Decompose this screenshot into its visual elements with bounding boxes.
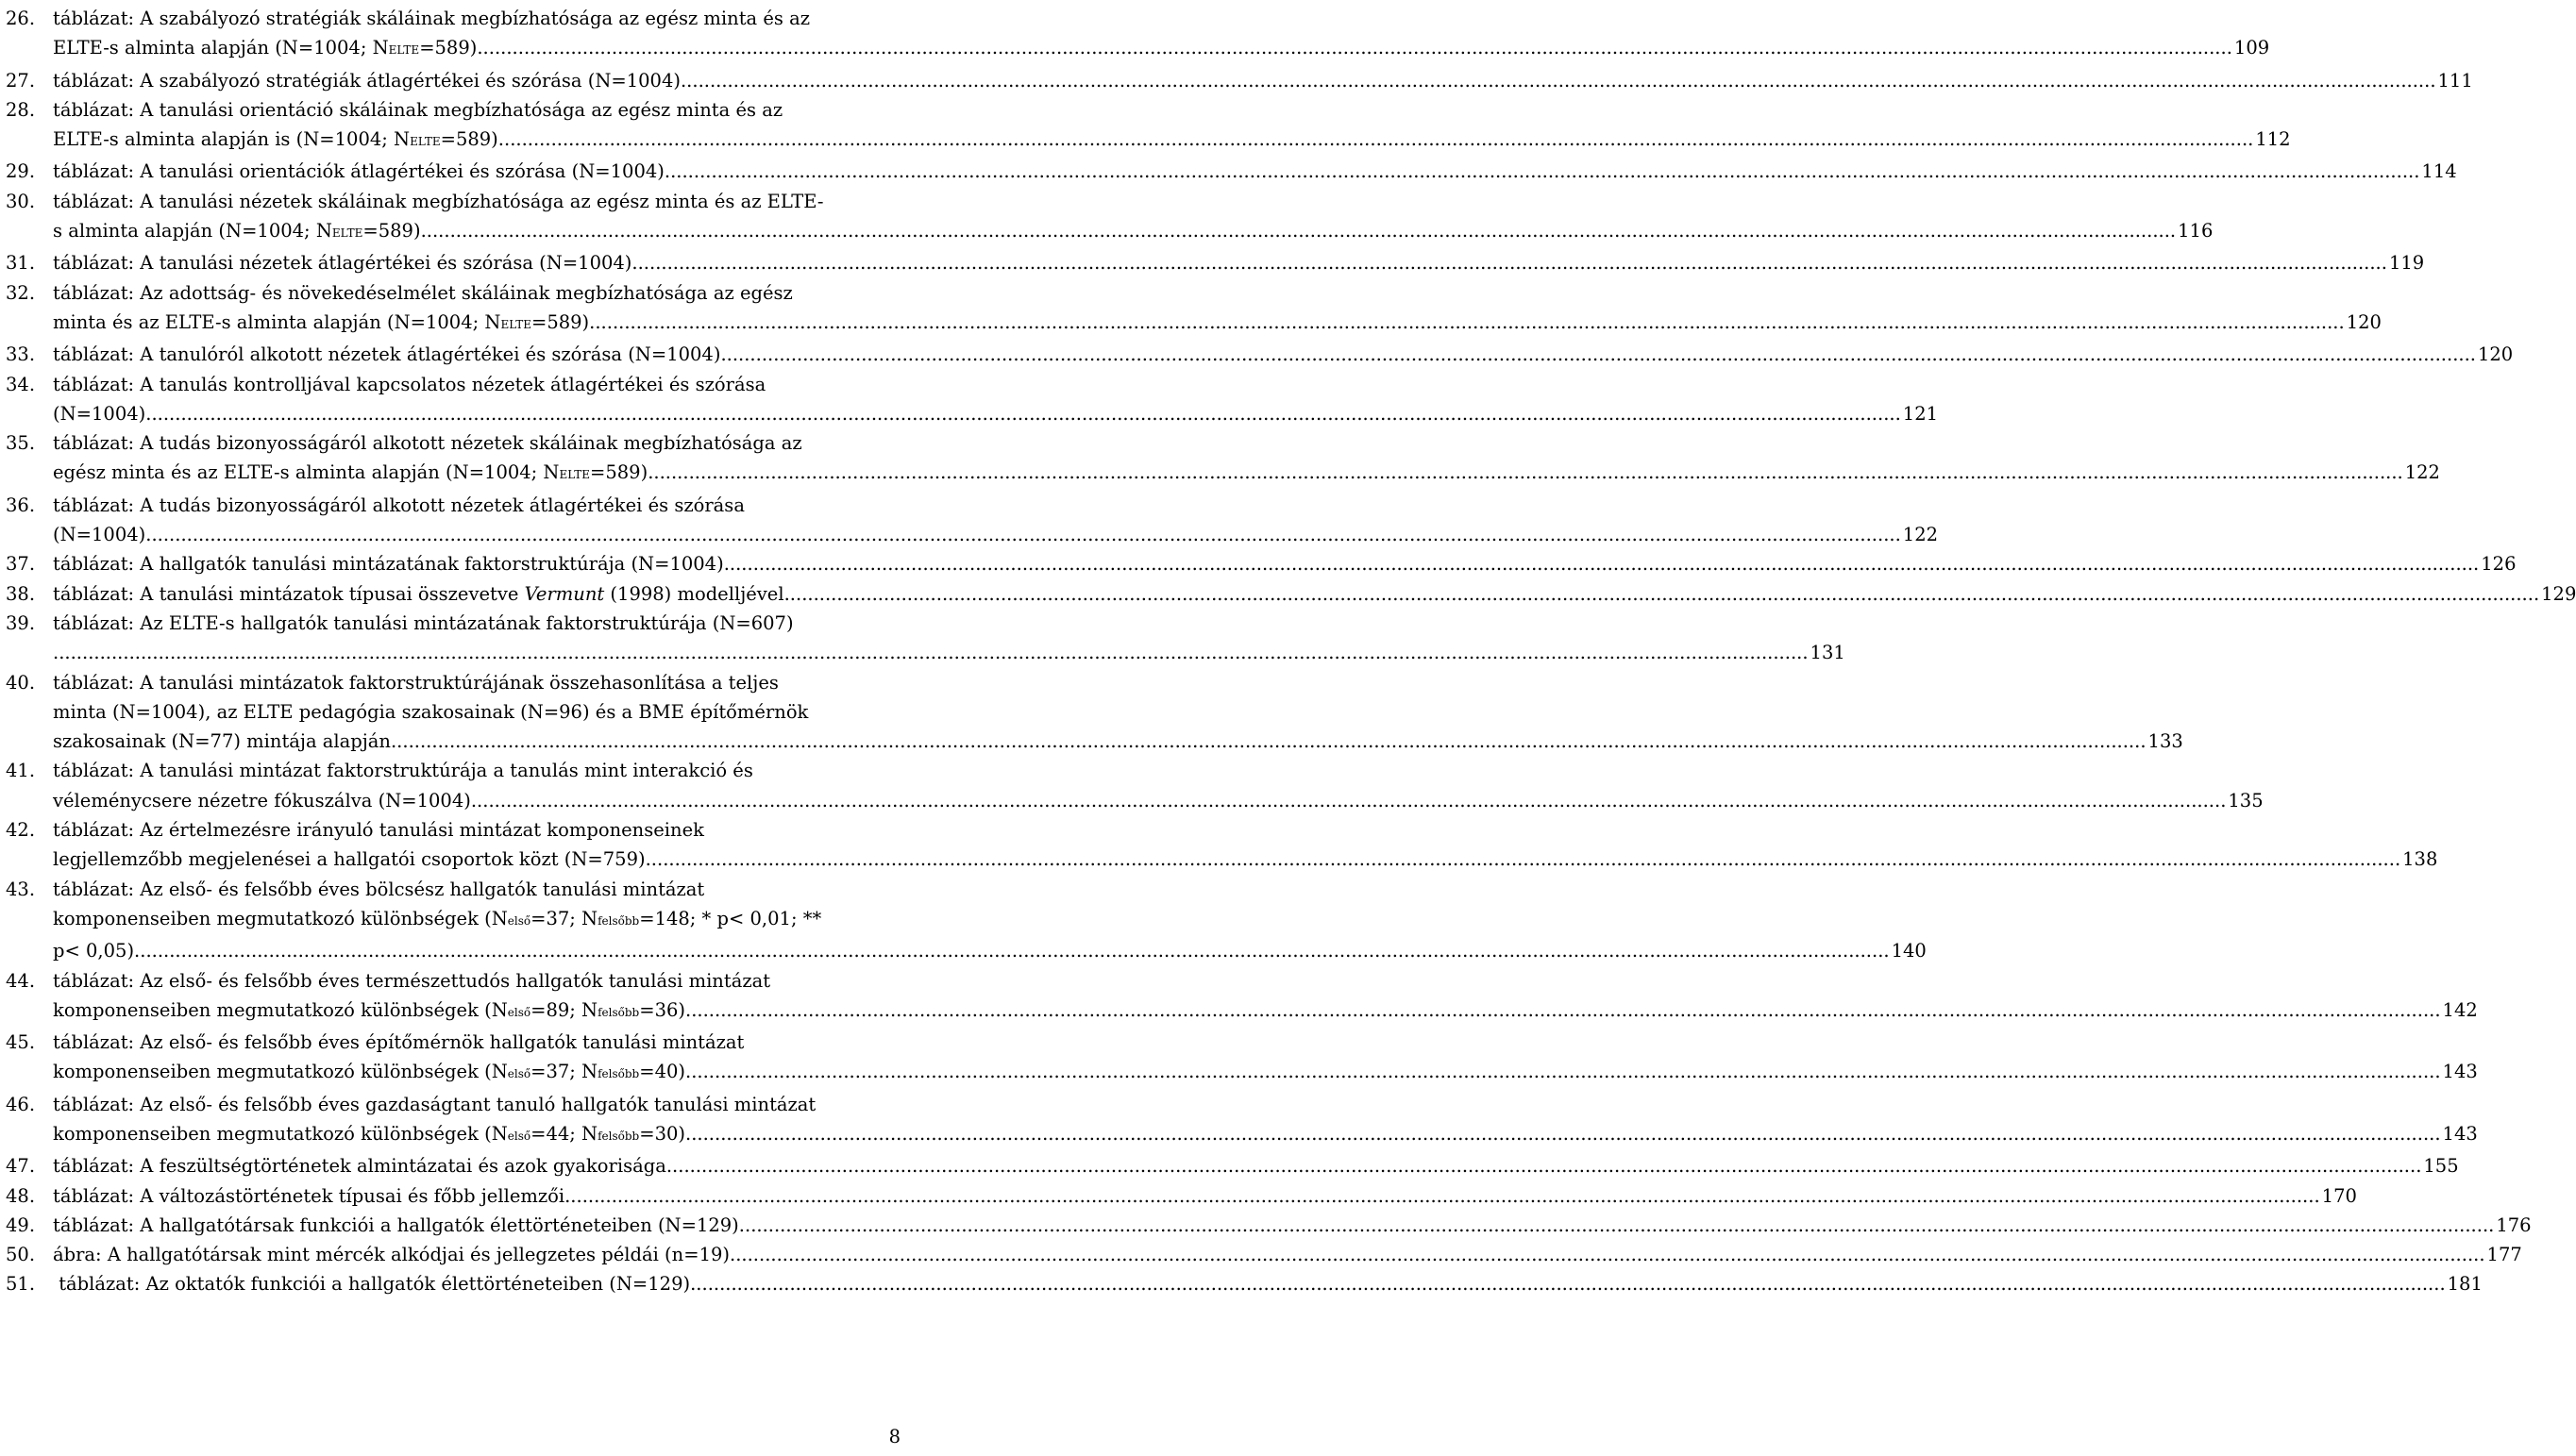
subscript-text: felsőbb <box>598 1005 640 1019</box>
dot-leader: ............................................................................................................................................................................................................................................................................................................ <box>645 848 2401 871</box>
dot-leader: ............................................................................................................................................................................................................................................................................................................ <box>390 730 2147 753</box>
entry-text: táblázat: A tanulási mintázat faktorstruktúrája a tanulás mint interakció és <box>53 760 753 782</box>
entry-text: táblázat: Az első- és felsőbb éves bölcsész hallgatók tanulási mintázat <box>53 878 705 900</box>
entry-title-line <box>53 668 2183 697</box>
entry-number: 28. <box>6 98 36 121</box>
entry-text: táblázat: A tanulási nézetek átlagértékei és szórása (N=1004) <box>53 252 632 275</box>
entry-page-number: 135 <box>2228 789 2264 812</box>
entry-text: =589) <box>362 220 421 243</box>
entry-text: =37; N <box>530 907 598 929</box>
entry-text: táblázat: A tudás bizonyosságáról alkotott nézetek skáláinak megbízhatósága az <box>53 432 802 455</box>
entry-text: táblázat: Az ELTE-s hallgatók tanulási mintázatának faktorstruktúrája (N=607) <box>53 611 794 634</box>
entry-title-line <box>53 1269 2483 1298</box>
entry-text: táblázat: A tanulás kontrolljával kapcsolatos nézetek átlagértékei és szórása <box>53 373 766 395</box>
entry-number: 46. <box>6 1093 36 1115</box>
dot-leader: ............................................................................................................................................................................................................................................................................................................ <box>470 789 2227 812</box>
entry-title-line <box>53 1028 2478 1057</box>
subscript-text: felsőbb <box>598 913 640 928</box>
entry-text: =148; * p< 0,01; ** <box>639 907 822 929</box>
toc-entry <box>6 491 1939 550</box>
entry-title-line <box>53 966 2478 996</box>
toc-entry <box>6 428 2440 491</box>
entry-number: 47. <box>6 1155 36 1178</box>
dot-leader: ............................................................................................................................................................................................................................................................................................................ <box>497 128 2254 151</box>
entry-page-number: 121 <box>1902 402 1939 425</box>
toc-entry <box>6 1181 2357 1211</box>
toc-entry <box>6 248 2425 277</box>
entry-text: komponenseiben megmutatkozó különbségek (N <box>53 1122 508 1145</box>
entry-number: 32. <box>6 281 36 304</box>
entry-title-line <box>53 1240 2522 1269</box>
dot-leader: ............................................................................................................................................................................................................................................................................................................ <box>134 940 1890 962</box>
entry-text: legjellemzőbb megjelenései a hallgatói csoportok közt (N=759) <box>53 848 646 871</box>
dot-leader: ............................................................................................................................................................................................................................................................................................................ <box>664 160 2420 183</box>
toc-entry <box>6 157 2457 186</box>
entry-title <box>53 278 2382 341</box>
entry-page-number: 140 <box>1891 940 1927 962</box>
entry-number: 45. <box>6 1031 36 1054</box>
entry-title-line <box>53 370 1938 399</box>
entry-page-number: 138 <box>2402 848 2438 871</box>
toc-entry <box>6 278 2382 341</box>
dot-leader: ............................................................................................................................................................................................................................................................................................................ <box>564 1184 2320 1207</box>
entry-title <box>53 157 2457 186</box>
entry-page-number: 122 <box>2404 461 2440 484</box>
entry-title <box>53 66 2473 95</box>
entry-number: 30. <box>6 190 36 212</box>
entry-title-line <box>53 491 1938 520</box>
entry-title-line <box>53 996 2478 1028</box>
entry-page-number: 120 <box>2346 310 2382 333</box>
entry-page-number: 181 <box>2447 1273 2483 1296</box>
entry-title-line <box>53 157 2457 186</box>
entry-text: ELTE-s alminta alapján is (N=1004; N <box>53 128 411 151</box>
entry-title-line <box>53 1090 2478 1119</box>
entry-title <box>53 1240 2522 1269</box>
entry-page-number: 155 <box>2423 1155 2459 1178</box>
entry-title-line <box>53 340 2513 369</box>
entry-text: táblázat: A tanulóról alkotott nézetek átlagértékei és szórása (N=1004) <box>53 343 721 366</box>
entry-text: =589) <box>440 128 498 151</box>
entry-title-line <box>53 756 2264 785</box>
entry-text: ELTE-s alminta alapján (N=1004; N <box>53 37 389 59</box>
dot-leader: ............................................................................................................................................................................................................................................................................................................ <box>53 642 1809 664</box>
entry-number: 51. <box>6 1273 36 1296</box>
entry-number: 44. <box>6 969 36 992</box>
entry-number: 33. <box>6 343 36 366</box>
dot-leader: ............................................................................................................................................................................................................................................................................................................ <box>631 252 2387 275</box>
entry-text: minta (N=1004), az ELTE pedagógia szakosainak (N=96) és a BME építőmérnök <box>53 700 809 723</box>
entry-text: táblázat: Az első- és felsőbb éves gazdaságtant tanuló hallgatók tanulási mintázat <box>53 1093 817 1115</box>
toc-entry <box>6 340 2514 369</box>
entry-title-line <box>53 815 2437 845</box>
entry-title <box>53 340 2513 369</box>
entry-number: 29. <box>6 160 36 183</box>
entry-title-line <box>53 1181 2357 1211</box>
entry-page-number: 176 <box>2496 1213 2532 1236</box>
entry-title-line <box>53 33 2269 65</box>
entry-title <box>53 428 2440 491</box>
entry-text: véleménycsere nézetre fókuszálva (N=1004) <box>53 789 471 812</box>
entry-text: =589) <box>590 461 648 484</box>
entry-text: (N=1004) <box>53 402 146 425</box>
entry-title-line <box>53 428 2440 458</box>
toc-entry <box>6 4 2270 66</box>
dot-leader: ............................................................................................................................................................................................................................................................................................................ <box>730 1244 2485 1266</box>
subscript-text: első <box>507 1067 531 1081</box>
entry-number: 50. <box>6 1244 36 1266</box>
dot-leader: ............................................................................................................................................................................................................................................................................................................ <box>723 553 2480 576</box>
dot-leader: ............................................................................................................................................................................................................................................................................................................ <box>685 1061 2441 1083</box>
dot-leader: ............................................................................................................................................................................................................................................................................................................ <box>145 402 1901 425</box>
entry-title-line <box>53 609 1845 638</box>
entry-text: ábra: A hallgatótársak mint mércék alkódjai és jellegzetes példái (n=19) <box>53 1244 730 1266</box>
entry-title-line <box>53 458 2440 490</box>
entry-text: táblázat: A hallgatótársak funkciói a hallgatók élettörténeteiben (N=129) <box>53 1213 739 1236</box>
entry-title-line <box>53 308 2382 340</box>
entry-number: 27. <box>6 69 36 92</box>
entry-title <box>53 1181 2357 1211</box>
subscript-text: felsőbb <box>598 1067 640 1081</box>
subscript-text: első <box>507 1129 531 1143</box>
entry-page-number: 122 <box>1902 524 1939 546</box>
entry-text: szakosainak (N=77) mintája alapján <box>53 730 391 753</box>
entry-title <box>53 370 1938 429</box>
entry-number: 31. <box>6 252 36 275</box>
subscript-text: első <box>507 1005 531 1019</box>
entry-text: komponenseiben megmutatkozó különbségek (N <box>53 998 508 1021</box>
entry-text: komponenseiben megmutatkozó különbségek (N <box>53 1061 508 1083</box>
subscript-text: felsőbb <box>598 1129 640 1143</box>
entry-number: 38. <box>6 582 36 605</box>
entry-text: (N=1004) <box>53 524 146 546</box>
entry-text: =589) <box>530 310 590 333</box>
entry-text: táblázat: Az értelmezésre irányuló tanulási mintázat komponenseinek <box>53 819 704 842</box>
entry-page-number: 143 <box>2442 1061 2478 1083</box>
toc-entry <box>6 875 1927 966</box>
entry-title-line <box>53 4 2269 33</box>
entry-title-line <box>53 95 2291 125</box>
toc-entry <box>6 95 2291 158</box>
entry-page-number: 119 <box>2388 252 2425 275</box>
entry-title-line <box>53 1057 2478 1089</box>
entry-title-line <box>53 125 2291 157</box>
entry-text: =44; N <box>530 1122 598 1145</box>
entry-title-line <box>53 278 2382 308</box>
entry-text: táblázat: A változástörténetek típusai és főbb jellemzői <box>53 1184 565 1207</box>
entry-text: =36) <box>639 998 685 1021</box>
entry-text: táblázat: A tanulási orientációk átlagértékei és szórása (N=1004) <box>53 160 665 183</box>
entry-text: (1998) modelljével <box>604 582 784 605</box>
dot-leader: ............................................................................................................................................................................................................................................................................................................ <box>680 69 2436 92</box>
entry-text: táblázat: A feszültségtörténetek almintázatai és azok gyakorisága <box>53 1155 666 1178</box>
entry-title <box>53 549 2516 578</box>
entry-page-number: 120 <box>2477 343 2514 366</box>
subscript-text: ELTE <box>500 317 531 331</box>
entry-text: =30) <box>639 1122 685 1145</box>
toc-entry <box>6 1211 2532 1240</box>
entry-title-line <box>53 399 1938 428</box>
toc-entry <box>6 668 2183 757</box>
dot-leader: ............................................................................................................................................................................................................................................................................................................ <box>420 220 2177 243</box>
entry-title <box>53 756 2264 815</box>
entry-page-number: 131 <box>1810 642 1845 664</box>
entry-title <box>53 609 1845 668</box>
dot-leader: ............................................................................................................................................................................................................................................................................................................ <box>690 1273 2446 1296</box>
entry-number: 39. <box>6 611 36 634</box>
entry-number: 36. <box>6 494 36 516</box>
entry-page-number: 177 <box>2486 1244 2522 1266</box>
entry-number: 42. <box>6 819 36 842</box>
entry-number: 40. <box>6 671 36 694</box>
dot-leader: ............................................................................................................................................................................................................................................................................................................ <box>589 310 2345 333</box>
entry-text: komponenseiben megmutatkozó különbségek (N <box>53 907 508 929</box>
entry-title-line <box>53 1151 2459 1180</box>
entry-title <box>53 668 2183 757</box>
entry-number: 43. <box>6 878 36 900</box>
toc-entry <box>6 966 2478 1029</box>
entry-title-line <box>53 187 2213 216</box>
subscript-text: első <box>507 913 531 928</box>
entry-title <box>53 1028 2478 1090</box>
entry-page-number: 170 <box>2321 1184 2357 1207</box>
entry-text: =40) <box>639 1061 685 1083</box>
entry-page-number: 114 <box>2421 160 2457 183</box>
entry-title-line <box>53 520 1938 549</box>
entry-title-line <box>53 1211 2532 1240</box>
entry-title-line <box>53 875 1927 904</box>
entry-title <box>53 248 2424 277</box>
entry-number: 41. <box>6 760 36 782</box>
entry-text: =589) <box>419 37 478 59</box>
entry-text: táblázat: A tanulási nézetek skáláinak megbízhatósága az egész minta és az ELTE- <box>53 190 824 212</box>
entry-text: táblázat: Az első- és felsőbb éves természettudós hallgatók tanulási mintázat <box>53 969 771 992</box>
entry-title <box>53 579 2576 609</box>
entry-title-line <box>53 904 1927 936</box>
toc-entry <box>6 1240 2522 1269</box>
entry-text: =37; N <box>530 1061 598 1083</box>
entry-title <box>53 1269 2483 1298</box>
entry-title <box>53 1090 2478 1152</box>
entry-page-number: 143 <box>2442 1122 2478 1145</box>
entry-title <box>53 187 2213 249</box>
page-number: 8 <box>888 1426 901 1448</box>
toc-entry <box>6 1269 2483 1298</box>
entry-title <box>53 966 2478 1029</box>
italic-text: Vermunt <box>524 582 605 605</box>
entry-title-line <box>53 248 2424 277</box>
entry-title <box>53 4 2269 66</box>
entry-text: táblázat: A szabályozó stratégiák átlagértékei és szórása (N=1004) <box>53 69 681 92</box>
toc-entry <box>6 1090 2478 1152</box>
entry-text: =89; N <box>530 998 598 1021</box>
entry-number: 48. <box>6 1184 36 1207</box>
entry-text: táblázat: A szabályozó stratégiák skáláinak megbízhatósága az egész minta és az <box>53 8 811 29</box>
entry-title <box>53 875 1927 966</box>
entry-text: táblázat: A hallgatók tanulási mintázatának faktorstruktúrája (N=1004) <box>53 553 724 576</box>
entry-page-number: 109 <box>2233 37 2270 59</box>
entry-text: táblázat: A tanulási mintázatok típusai összevetve <box>53 582 525 605</box>
toc-entry <box>6 187 2214 249</box>
entry-title-line <box>53 1119 2478 1151</box>
entry-title <box>53 491 1938 550</box>
entry-title-line <box>53 845 2437 874</box>
dot-leader: ............................................................................................................................................................................................................................................................................................................ <box>738 1213 2495 1236</box>
entry-page-number: 112 <box>2255 128 2291 151</box>
entry-title-line <box>53 727 2183 756</box>
dot-leader: ............................................................................................................................................................................................................................................................................................................ <box>477 37 2232 59</box>
dot-leader: ............................................................................................................................................................................................................................................................................................................ <box>648 461 2403 484</box>
entry-title-line <box>53 66 2473 95</box>
entry-page-number: 126 <box>2481 553 2517 576</box>
entry-title-line <box>53 579 2576 609</box>
entry-title <box>53 95 2291 158</box>
toc-entry <box>6 579 2576 609</box>
entry-title-line <box>53 216 2213 248</box>
entry-number: 35. <box>6 432 36 455</box>
toc-entry <box>6 549 2517 578</box>
toc-entry <box>6 1028 2478 1090</box>
entry-title-line <box>53 936 1927 965</box>
toc-entry <box>6 609 1845 668</box>
dot-leader: ............................................................................................................................................................................................................................................................................................................ <box>783 582 2540 605</box>
entry-page-number: 116 <box>2178 220 2214 243</box>
entry-page-number: 129 <box>2541 582 2576 605</box>
dot-leader: ............................................................................................................................................................................................................................................................................................................ <box>685 998 2441 1021</box>
toc-entry <box>6 815 2438 875</box>
entry-text: minta és az ELTE-s alminta alapján (N=1004; N <box>53 310 501 333</box>
toc-entry <box>6 370 1939 429</box>
entry-page-number: 142 <box>2442 998 2478 1021</box>
toc-entry <box>6 66 2473 95</box>
entry-number: 26. <box>6 8 36 29</box>
entry-title-line <box>53 697 2183 727</box>
dot-leader: ............................................................................................................................................................................................................................................................................................................ <box>720 343 2476 366</box>
entry-text: p< 0,05) <box>53 940 135 962</box>
dot-leader: ............................................................................................................................................................................................................................................................................................................ <box>145 524 1901 546</box>
subscript-text: ELTE <box>388 43 420 58</box>
table-of-contents <box>6 4 2576 1299</box>
entry-number: 49. <box>6 1213 36 1236</box>
entry-text: táblázat: A tanulási mintázatok faktorstruktúrájának összehasonlítása a teljes <box>53 671 779 694</box>
entry-page-number: 133 <box>2147 730 2183 753</box>
entry-text: egész minta és az ELTE-s alminta alapján (N=1004; N <box>53 461 560 484</box>
entry-text: táblázat: Az első- és felsőbb éves építőmérnök hallgatók tanulási mintázat <box>53 1031 745 1054</box>
entry-title <box>53 1211 2532 1240</box>
dot-leader: ............................................................................................................................................................................................................................................................................................................ <box>685 1122 2441 1145</box>
subscript-text: ELTE <box>559 468 591 482</box>
entry-title-line <box>53 549 2516 578</box>
toc-entry <box>6 1151 2459 1180</box>
subscript-text: ELTE <box>331 226 363 241</box>
entry-number: 37. <box>6 553 36 576</box>
entry-page-number: 111 <box>2437 69 2473 92</box>
entry-title-line <box>53 786 2264 815</box>
toc-entry <box>6 756 2264 815</box>
dot-leader: ............................................................................................................................................................................................................................................................................................................ <box>665 1155 2422 1178</box>
entry-text: táblázat: Az oktatók funkciói a hallgatók élettörténeteiben (N=129) <box>53 1273 691 1296</box>
subscript-text: ELTE <box>410 135 441 149</box>
entry-title <box>53 1151 2459 1180</box>
entry-text: táblázat: Az adottság- és növekedéselmélet skáláinak megbízhatósága az egész <box>53 281 793 304</box>
entry-title <box>53 815 2437 875</box>
entry-text: táblázat: A tudás bizonyosságáról alkotott nézetek átlagértékei és szórása <box>53 494 745 516</box>
entry-title-line <box>53 638 1845 667</box>
entry-number: 34. <box>6 373 36 395</box>
entry-text: táblázat: A tanulási orientáció skáláinak megbízhatósága az egész minta és az <box>53 98 783 121</box>
entry-text: s alminta alapján (N=1004; N <box>53 220 332 243</box>
